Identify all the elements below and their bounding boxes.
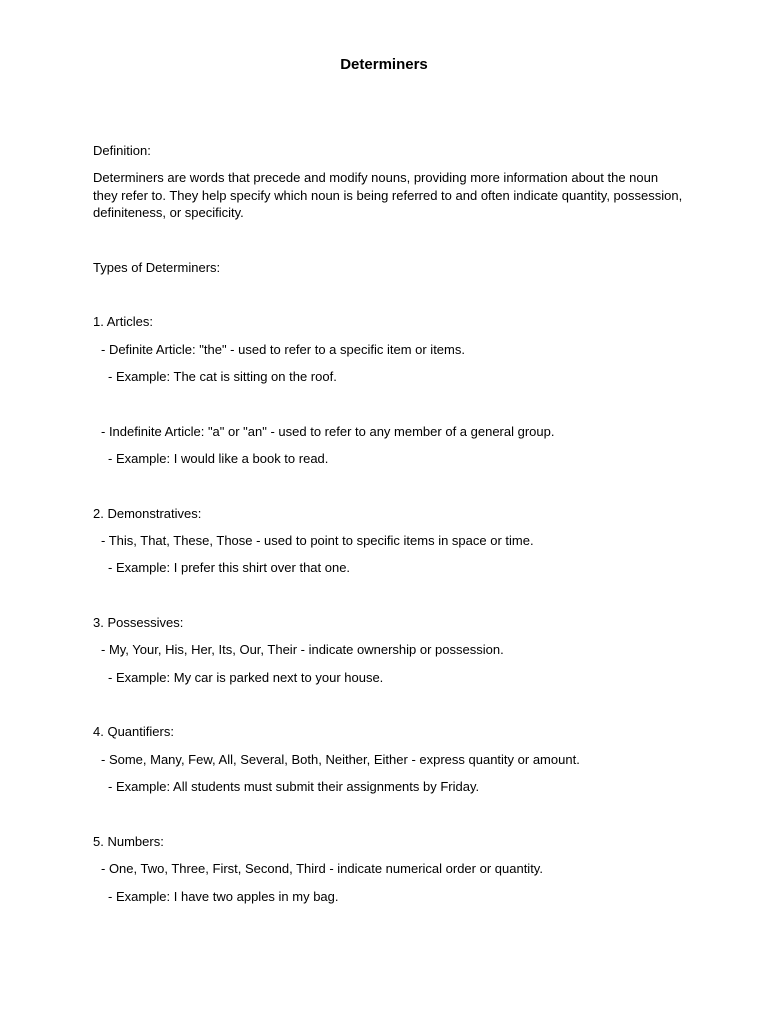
definite-article-text: - Definite Article: "the" - used to refer to a specific item or items. — [101, 342, 465, 357]
definition-text: Determiners are words that precede and modify nouns, providing more information about the noun they refer to. They help specify which noun is being referred to and often indicate quantity, possession, definiteness, or specificity. — [93, 170, 683, 220]
indefinite-article-text: - Indefinite Article: "a" or "an" - used to refer to any member of a general group. — [101, 424, 555, 439]
demonstratives-heading: 2. Demonstratives: — [93, 506, 202, 521]
articles-heading: 1. Articles: — [93, 314, 153, 329]
numbers-example: - Example: I have two apples in my bag. — [108, 889, 339, 904]
possessives-example: - Example: My car is parked next to your house. — [108, 670, 384, 685]
definition-heading: Definition: — [93, 143, 151, 158]
demonstratives-text: - This, That, These, Those - used to point to specific items in space or time. — [101, 533, 534, 548]
definite-article-example: - Example: The cat is sitting on the roof. — [108, 369, 337, 384]
page-title: Determiners — [340, 56, 428, 73]
quantifiers-example: - Example: All students must submit their assignments by Friday. — [108, 779, 480, 794]
numbers-text: - One, Two, Three, First, Second, Third - indicate numerical order or quantity. — [101, 861, 543, 876]
quantifiers-text: - Some, Many, Few, All, Several, Both, Neither, Either - express quantity or amount. — [101, 752, 580, 767]
demonstratives-example: - Example: I prefer this shirt over that one. — [108, 560, 351, 575]
indefinite-article-example: - Example: I would like a book to read. — [108, 451, 329, 466]
types-heading: Types of Determiners: — [93, 260, 221, 275]
quantifiers-heading: 4. Quantifiers: — [93, 724, 174, 739]
possessives-text: - My, Your, His, Her, Its, Our, Their - indicate ownership or possession. — [101, 642, 504, 657]
possessives-heading: 3. Possessives: — [93, 615, 184, 630]
numbers-heading: 5. Numbers: — [93, 834, 164, 849]
